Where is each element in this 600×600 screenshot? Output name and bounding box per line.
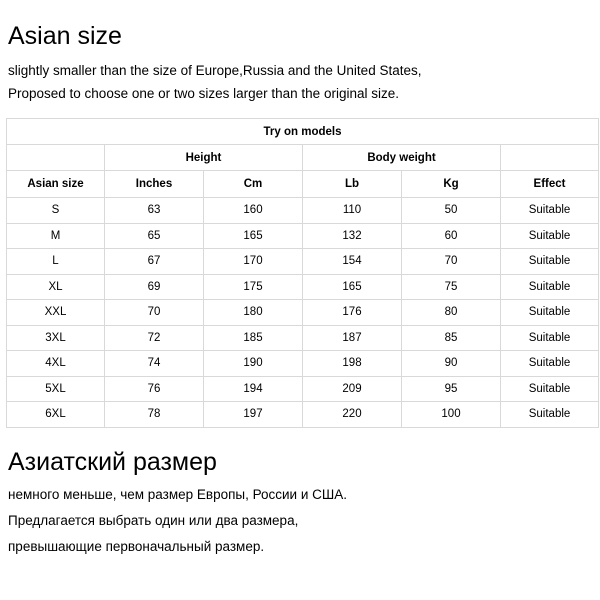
cell-inches: 76 bbox=[105, 376, 204, 402]
table-title: Try on models bbox=[7, 119, 599, 145]
cell-effect: Suitable bbox=[501, 300, 599, 326]
cell-kg: 70 bbox=[402, 249, 501, 275]
cell-effect: Suitable bbox=[501, 376, 599, 402]
cell-inches: 78 bbox=[105, 402, 204, 428]
cell-lb: 187 bbox=[303, 325, 402, 351]
table-row bbox=[7, 274, 599, 300]
cell-effect: Suitable bbox=[501, 249, 599, 275]
cell-cm: 160 bbox=[204, 198, 303, 224]
table-row bbox=[7, 376, 599, 402]
cell-cm: 194 bbox=[204, 376, 303, 402]
cell-size: XL bbox=[7, 274, 105, 300]
table-row bbox=[7, 300, 599, 326]
cell-size: 3XL bbox=[7, 325, 105, 351]
header-asian-size: Asian size bbox=[7, 171, 105, 198]
cell-kg: 75 bbox=[402, 274, 501, 300]
size-table bbox=[6, 118, 599, 428]
table-title-row bbox=[7, 119, 599, 145]
cell-kg: 100 bbox=[402, 402, 501, 428]
cell-lb: 176 bbox=[303, 300, 402, 326]
cell-effect: Suitable bbox=[501, 402, 599, 428]
cell-size: M bbox=[7, 223, 105, 249]
cell-size: 5XL bbox=[7, 376, 105, 402]
cell-kg: 90 bbox=[402, 351, 501, 377]
header-inches: Inches bbox=[105, 171, 204, 198]
group-height: Height bbox=[105, 145, 303, 171]
cell-size: L bbox=[7, 249, 105, 275]
cell-cm: 165 bbox=[204, 223, 303, 249]
cell-lb: 198 bbox=[303, 351, 402, 377]
cell-inches: 67 bbox=[105, 249, 204, 275]
page-title-russian: Азиатский размер bbox=[8, 447, 217, 476]
cell-cm: 175 bbox=[204, 274, 303, 300]
cell-kg: 85 bbox=[402, 325, 501, 351]
cell-inches: 69 bbox=[105, 274, 204, 300]
cell-inches: 72 bbox=[105, 325, 204, 351]
table-row bbox=[7, 223, 599, 249]
cell-effect: Suitable bbox=[501, 223, 599, 249]
cell-cm: 180 bbox=[204, 300, 303, 326]
russian-description-line-1: немного меньше, чем размер Европы, России и США. bbox=[8, 487, 348, 503]
cell-kg: 60 bbox=[402, 223, 501, 249]
cell-kg: 50 bbox=[402, 198, 501, 224]
cell-lb: 209 bbox=[303, 376, 402, 402]
cell-inches: 63 bbox=[105, 198, 204, 224]
table-row bbox=[7, 351, 599, 377]
cell-cm: 170 bbox=[204, 249, 303, 275]
cell-inches: 65 bbox=[105, 223, 204, 249]
russian-description-line-2: Предлагается выбрать один или два размера, bbox=[8, 512, 299, 528]
cell-cm: 185 bbox=[204, 325, 303, 351]
cell-kg: 95 bbox=[402, 376, 501, 402]
cell-cm: 190 bbox=[204, 351, 303, 377]
cell-effect: Suitable bbox=[501, 274, 599, 300]
cell-lb: 110 bbox=[303, 198, 402, 224]
table-row bbox=[7, 249, 599, 275]
group-body-weight: Body weight bbox=[303, 145, 501, 171]
group-spacer bbox=[7, 145, 105, 171]
cell-size: S bbox=[7, 198, 105, 224]
cell-lb: 132 bbox=[303, 223, 402, 249]
cell-kg: 80 bbox=[402, 300, 501, 326]
english-description-line-2: Proposed to choose one or two sizes larger than the original size. bbox=[8, 86, 399, 102]
header-lb: Lb bbox=[303, 171, 402, 198]
cell-size: XXL bbox=[7, 300, 105, 326]
table-row bbox=[7, 402, 599, 428]
cell-effect: Suitable bbox=[501, 325, 599, 351]
header-effect: Effect bbox=[501, 171, 599, 198]
cell-size: 4XL bbox=[7, 351, 105, 377]
table-row bbox=[7, 325, 599, 351]
cell-effect: Suitable bbox=[501, 198, 599, 224]
table-group-row bbox=[7, 145, 599, 171]
table-header-row bbox=[7, 171, 599, 198]
cell-effect: Suitable bbox=[501, 351, 599, 377]
english-description-line-1: slightly smaller than the size of Europe,Russia and the United States, bbox=[8, 62, 422, 78]
cell-lb: 165 bbox=[303, 274, 402, 300]
header-kg: Kg bbox=[402, 171, 501, 198]
cell-size: 6XL bbox=[7, 402, 105, 428]
table-row bbox=[7, 198, 599, 224]
cell-lb: 154 bbox=[303, 249, 402, 275]
page-title-english: Asian size bbox=[8, 22, 122, 50]
cell-cm: 197 bbox=[204, 402, 303, 428]
group-spacer-right bbox=[501, 145, 599, 171]
cell-inches: 74 bbox=[105, 351, 204, 377]
cell-inches: 70 bbox=[105, 300, 204, 326]
header-cm: Cm bbox=[204, 171, 303, 198]
russian-description-line-3: превышающие первоначальный размер. bbox=[8, 538, 265, 554]
cell-lb: 220 bbox=[303, 402, 402, 428]
